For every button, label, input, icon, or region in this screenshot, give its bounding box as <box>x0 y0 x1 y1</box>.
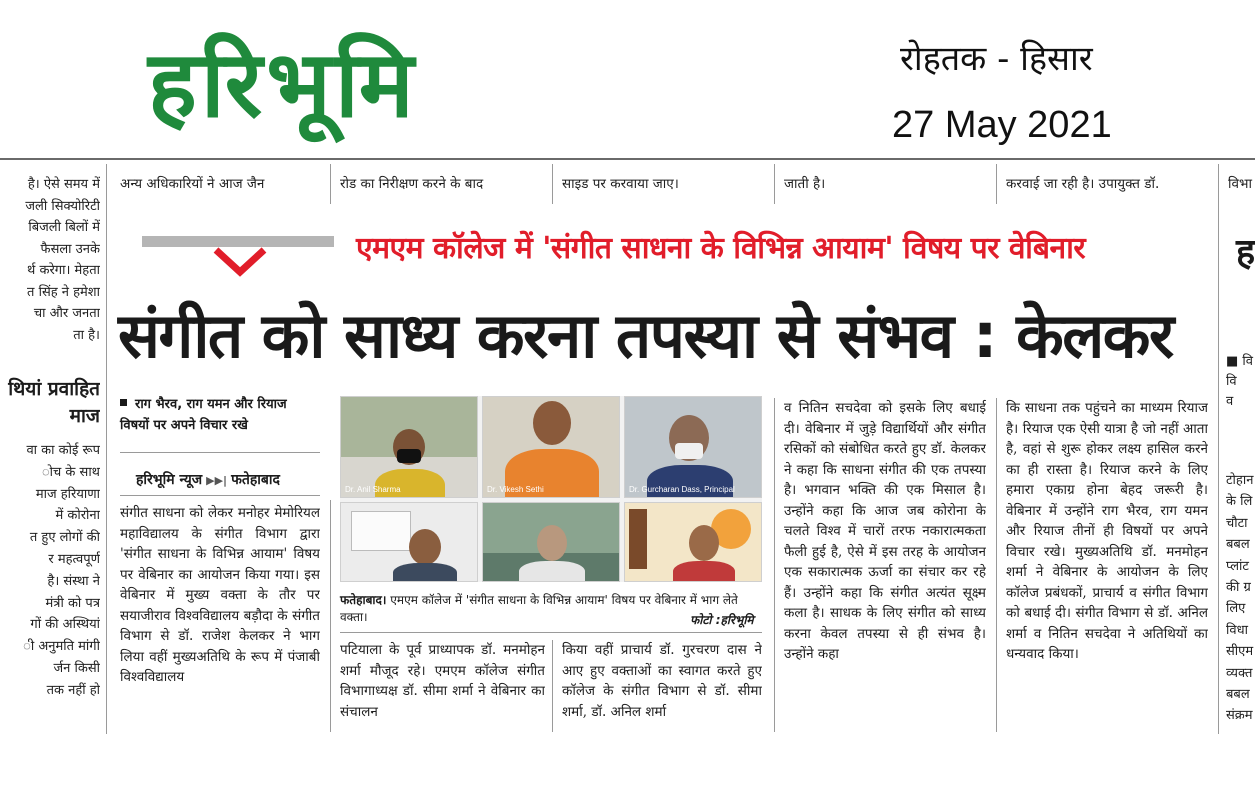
left-column-headline: थियां प्रवाहित माज <box>8 378 100 427</box>
top-snippet: विभा <box>1228 176 1252 192</box>
article-kicker: एमएम कॉलेज में 'संगीत साधना के विभिन्न आयाम' विषय पर वेबिनार <box>356 231 1086 266</box>
column-rule <box>774 164 775 204</box>
column-rule <box>330 164 331 204</box>
top-snippet: साइड पर करवाया जाए। <box>562 176 679 192</box>
column-rule <box>996 164 997 204</box>
webinar-photo-collage <box>340 396 762 582</box>
article-column-2: पटियाला के पूर्व प्राध्यापक डॉ. मनमोहन शर्मा मौजूद रहे। एमएम कॉलेज संगीत विभागाध्यक्ष डॉ. सीमा शर्मा ने वेबिनार का संचालन <box>340 642 545 720</box>
column-rule <box>552 164 553 204</box>
photo-label: Dr. Vikesh Sethi <box>487 485 544 494</box>
participant-photo <box>482 502 620 582</box>
photo-label: Dr. Gurcharan Dass, Principal <box>629 485 735 494</box>
right-strip-top: ■ वि वि व <box>1226 354 1254 409</box>
column-rule <box>552 640 553 732</box>
article-column-1: संगीत साधना को लेकर मनोहर मेमोरियल महाविद्यालय के संगीत विभाग द्वारा 'संगीत साधना के विभिन्न आयाम' विषय पर वेबिनार का आयोजन किया गया। इस वेबिनार में मुख्य वक्ता के तौर पर सयाजीराव विश्वविद्यालय बड़ौदा के संगीत विभाग से डॉ. राजेश केलकर ने भाग लिया वहीं मुख्यअतिथि के रूप में पंजाबी विश्वविद्यालय <box>120 505 320 685</box>
top-snippet: अन्य अधिकारियों ने आज जैन <box>120 176 265 192</box>
participant-photo <box>482 396 620 498</box>
column-rule <box>996 398 997 732</box>
photo-label: Dr. Anil Sharma <box>345 485 401 494</box>
byline: हरिभूमि न्यूज ▶▶| फतेहाबाद <box>136 472 280 488</box>
column-rule <box>106 164 107 734</box>
article-column-4: व नितिन सचदेवा को इसके लिए बधाई दी। वेबिनार में जुड़े विद्यार्थियों और संगीत रसिकों को संबोधित करते हुए डॉ. केलकर ने कहा कि साधना संगीत की एक तपस्या है। भगवान भक्ति की एक मिसाल है। उन्होंने कहा कि आज जब कोरोना के चलते विश्व में चारों तरफ नकारात्मकता फैली हुई है, ऐसे में इस तरह के आयोजन एक सकारात्मक ऊर्जा का संचार कर रहे हैं। उन्होंने कहा कि संगीत अत्यंत सूक्ष्म कला है। साधक के लिए संगीत को साध्य करना केवल तपस्या से ही संभव है। उन्होंने कहा <box>784 400 986 662</box>
left-column-bottom: वा का कोई रूप ोच के साथ माज हरियाणा में कोरोना त हुए लोगों की र महत्वपूर्ण है। संस्था ने मंत्री को पत्र गों की अस्थियां ी अनुमति मांगी र्जन किसी तक नहीं हो <box>23 443 100 698</box>
summary-bullet: राग भैरव, राग यमन और रियाज विषयों पर अपने विचार रखे <box>120 397 287 433</box>
photo-caption: फतेहाबाद। एमएम कॉलेज में 'संगीत साधना के विभिन्न आयाम' विषय पर वेबिनार में भाग लेते वक्ता। <box>340 593 738 624</box>
article-column-3: किया वहीं प्राचार्य डॉ. गुरचरण दास ने आए हुए वक्ताओं का स्वागत करते हुए कॉलेज के संगीत विभाग से डॉ. सीमा शर्मा, डॉ. अनिल शर्मा <box>562 642 762 720</box>
top-snippet: जाती है। <box>784 176 826 192</box>
right-strip-bottom: टोहान के लि चौटा बबल प्लांट की ग्र लिए विधा सीएम व्यक्त बबल संक्रम <box>1226 473 1254 724</box>
top-snippet: करवाई जा रही है। उपायुक्त डॉ. <box>1006 176 1160 192</box>
photo-credit: फोटो :हरिभूमि <box>690 613 754 627</box>
participant-photo <box>624 396 762 498</box>
top-snippet: रोड का निरीक्षण करने के बाद <box>340 176 484 192</box>
summary-rule <box>120 452 320 453</box>
byline-arrows-icon: ▶▶| <box>206 474 228 487</box>
participant-photo <box>340 396 478 498</box>
newspaper-logo: हरिभूमि <box>148 31 418 138</box>
left-column-top: है। ऐसे समय में जली सिक्योरिटी बिजली बिलों में फैसला उनके र्थ करेगा। मेहता त सिंह ने हमेशा चा और जनता ता है। <box>25 177 100 343</box>
byline-rule <box>120 495 320 496</box>
article-headline: संगीत को साध्य करना तपस्या से संभव : केलकर <box>118 299 1173 372</box>
column-rule <box>774 398 775 732</box>
column-rule <box>330 500 331 732</box>
chevron-down-icon <box>212 246 268 280</box>
article-column-5: कि साधना तक पहुंचने का माध्यम रियाज है। रियाज एक ऐसी यात्रा है जो नहीं आता है, वहां से शुरू होकर लक्ष्य हासिल करने का ही रास्ता है। रियाज करने के लिए हमारा एकाग्र होना बेहद जरूरी है। वेबिनार में उन्होंने राग भैरव, राग यमन और रियाज तीनों ही विषयों पर अपने विचार रखे। मुख्यअतिथि डॉ. मनमोहन शर्मा ने वेबिनार के आयोजन के लिए कॉलेज प्रबंधकों, प्राचार्य व संगीत विभाग को बधाई दी। संगीत विभाग से डॉ. अनिल शर्मा व नितिन सचदेवा ने अतिथियों का धन्यवाद किया। <box>1006 400 1208 662</box>
participant-photo <box>624 502 762 582</box>
caption-rule <box>340 632 762 633</box>
right-strip-headline: ह <box>1236 232 1255 273</box>
edition-city: रोहतक - हिसार <box>900 39 1093 79</box>
bullet-square-icon <box>120 399 127 406</box>
edition-date: 27 May 2021 <box>892 104 1112 146</box>
participant-photo <box>340 502 478 582</box>
column-rule <box>1218 164 1219 734</box>
masthead-rule <box>0 158 1255 160</box>
